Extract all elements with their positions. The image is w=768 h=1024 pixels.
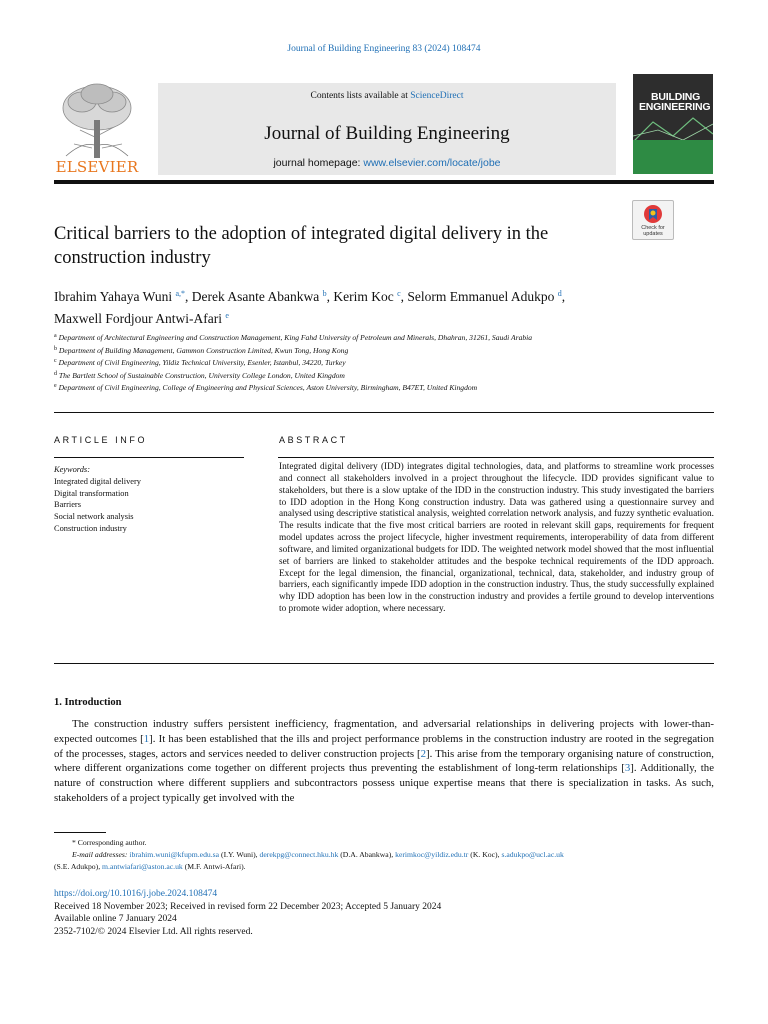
contents-prefix: Contents lists available at (310, 91, 411, 101)
keyword-item: Digital transformation (54, 488, 129, 498)
author-name[interactable]: Kerim Koc (333, 289, 394, 304)
section-heading-introduction: 1. Introduction (54, 697, 122, 708)
publication-info (54, 888, 554, 938)
affiliation-text: Department of Civil Engineering, College of Engineering and Physical Sciences, Aston University, Birmingham, B47ET, United Kingdom (58, 383, 478, 392)
keyword-item: Integrated digital delivery (54, 476, 141, 486)
front-matter-rule (54, 412, 714, 413)
introduction-paragraph (54, 717, 714, 806)
check-updates-icon (643, 204, 663, 226)
email-owner: (S.E. Adukpo), (54, 862, 103, 871)
author-name[interactable]: Derek Asante Abankwa (191, 289, 320, 304)
received-dates: Received 18 November 2023; Received in revised form 22 December 2023; Accepted 5 January 2024 (54, 901, 442, 912)
email-addresses-cont (54, 861, 714, 873)
author-separator: , (326, 289, 334, 304)
contents-line (158, 91, 616, 101)
doi-link[interactable]: https://doi.org/10.1016/j.jobe.2024.108474 (54, 889, 218, 899)
email-link[interactable]: kerimkoc@yildiz.edu.tr (395, 850, 469, 859)
affiliation-key: d (54, 370, 57, 377)
author-separator: , (561, 289, 566, 304)
running-head[interactable]: Journal of Building Engineering 83 (2024) 108474 (287, 44, 481, 54)
author-affiliation-marker[interactable]: d (557, 289, 562, 298)
elsevier-logo[interactable] (54, 80, 140, 178)
email-owner: (I.Y. Wuni), (219, 850, 260, 859)
available-online: Available online 7 January 2024 (54, 914, 177, 925)
citation-link[interactable]: 3 (624, 762, 631, 775)
affiliation-key: a (54, 333, 57, 339)
email-addresses (54, 849, 714, 861)
masthead-rule (54, 180, 714, 184)
journal-cover-thumbnail[interactable] (633, 74, 713, 174)
intro-text: ]. It has been established that the ills and project performance problems in the construction industry are rooted in the segregation of the processes, stages, actors and services needed to deliver construction projects [ (54, 732, 714, 760)
author-name[interactable]: Selorm Emmanuel Adukpo (407, 289, 555, 304)
corresponding-author-note: * Corresponding author. (72, 838, 147, 847)
article-title: Critical barriers to the adoption of integrated digital delivery in the construction industry (54, 224, 549, 268)
affiliation-item (54, 381, 624, 394)
email-owner: (D.A. Abankwa), (338, 850, 396, 859)
email-label: E-mail addresses: (72, 850, 130, 859)
affiliation-item (54, 369, 624, 382)
affiliation-text: The Bartlett School of Sustainable Construction, University College London, United Kingdom (58, 370, 345, 380)
affiliation-key: b (54, 345, 57, 352)
abstract-heading: ABSTRACT (279, 435, 348, 445)
citation-link[interactable]: 2 (420, 747, 427, 760)
check-updates-line1: Check for (641, 225, 665, 231)
author-affiliation-marker[interactable]: a,* (175, 289, 186, 298)
journal-name: Journal of Building Engineering (264, 123, 510, 144)
affiliation-item (54, 344, 624, 357)
check-updates-line2: updates (643, 231, 663, 237)
affiliations (54, 331, 624, 394)
keyword-item: Construction industry (54, 523, 127, 533)
author-affiliation-marker[interactable]: b (322, 289, 327, 298)
email-link[interactable]: derekpg@connect.hku.hk (259, 850, 339, 859)
keywords-block (54, 464, 244, 535)
affiliation-item (54, 356, 624, 369)
keywords-label: Keywords: (54, 465, 90, 474)
author-name[interactable]: Maxwell Fordjour Antwi-Afari (54, 311, 222, 326)
affiliation-text: Department of Building Management, Gammon Construction Limited, Kwun Tong, Hong Kong (58, 345, 349, 355)
cover-title (639, 92, 710, 112)
author-name[interactable]: Ibrahim Yahaya Wuni (54, 289, 173, 304)
article-info-heading: ARTICLE INFO (54, 435, 148, 445)
email-owner: (K. Koc), (468, 850, 502, 859)
homepage-line (158, 157, 616, 169)
copyright: 2352-7102/© 2024 Elsevier Ltd. All rights reserved. (54, 926, 253, 937)
author-affiliation-marker[interactable]: c (397, 289, 401, 298)
author-separator: , (400, 289, 408, 304)
author-separator: , (185, 289, 192, 304)
sciencedirect-link[interactable]: ScienceDirect (410, 91, 464, 101)
elsevier-wordmark: ELSEVIER (55, 158, 139, 176)
cover-stripe (633, 140, 713, 174)
email-link[interactable]: ibrahim.wuni@kfupm.edu.sa (129, 850, 220, 859)
intro-text: ]. This arise from the temporary organising nature of construction, where different organizations come together on different projects thus preventing the establishment of long-term relationships [ (54, 747, 714, 775)
footnotes (54, 837, 714, 873)
affiliation-item (54, 331, 624, 344)
affiliation-text: Department of Civil Engineering, Yildiz Technical University, Esenler, Istanbul, 34220, Turkey (58, 358, 346, 367)
abstract-bottom-rule (54, 663, 714, 664)
intro-text: ]. Additionally, the nature of construction where different suppliers and subcontractors possess unique expertise means that there is specialization in tasks. As such, stakeholders of a project typically get involved with the (54, 762, 714, 804)
check-updates-label (633, 225, 673, 237)
cover-title-line2: ENGINEERING (639, 101, 711, 113)
abstract-text: Integrated digital delivery (IDD) integrates digital technologies, data, and platforms to streamline work processes and connect all stakeholders involved in a project throughout the lifecycle. IDD provides significant value to stakeholders, but there is a slow uptake of the IDD in the construction industry. This study investigated the barriers to IDD adoption in the Hong Kong construction industry. Data was gathered using a questionnaire survey and analysed using descriptive statistical analysis, weighted correlation network analysis, and fuzzy synthetic evaluation. The results indicate that the five most critical barriers are rooted in relevant skill gaps, requirements for frequent model updates across the project lifecycle, higher investment requirements, interoperability of data from different software, and limited organizational budgets for IDD. The weighted network model showed that the most influential set of barriers are linked to stakeholder attitudes and the bespoke technical requirements of the IDD approach. Except for the legal dimension, the financial, organizational, technical, data, stakeholder, and industry group of barriers, each significantly impede IDD adoption in the construction industry. Thus, the study successfully explained why IDD adoption has been low in the construction industry and provides a fertile ground to develop interventions to promote wider adoption, where necessary. (279, 462, 714, 615)
abstract-rule (278, 457, 714, 458)
author-affiliation-marker[interactable]: e (225, 311, 229, 320)
check-for-updates-button[interactable] (632, 200, 674, 240)
cover-title-line1: BUILDING (651, 91, 701, 103)
email-owner: (M.F. Antwi-Afari). (182, 862, 246, 871)
homepage-prefix: journal homepage: (273, 157, 364, 169)
keyword-item: Barriers (54, 500, 81, 510)
elsevier-tree-icon (54, 80, 140, 160)
keyword-item: Social network analysis (54, 512, 134, 522)
email-link[interactable]: s.adukpo@ucl.ac.uk (501, 850, 564, 859)
masthead (54, 74, 714, 178)
affiliation-key: c (54, 358, 57, 364)
affiliation-key: e (54, 383, 57, 389)
journal-banner (158, 83, 616, 175)
intro-text: The construction industry suffers persistent inefficiency, fragmentation, and adversarial relationships in delivering projects with lower-than-expected outcomes [ (54, 718, 714, 745)
citation-link[interactable]: 1 (143, 732, 150, 745)
footnote-rule (54, 832, 106, 833)
affiliation-text: Department of Architectural Engineering and Construction Management, King Fahd University of Petroleum and Minerals, Dhahran, 31261, Saudi Arabia (58, 333, 533, 342)
author-list (54, 284, 574, 328)
article-info-rule (54, 457, 244, 458)
homepage-link[interactable]: www.elsevier.com/locate/jobe (363, 157, 501, 169)
email-link[interactable]: m.antwiafari@aston.ac.uk (102, 862, 183, 871)
